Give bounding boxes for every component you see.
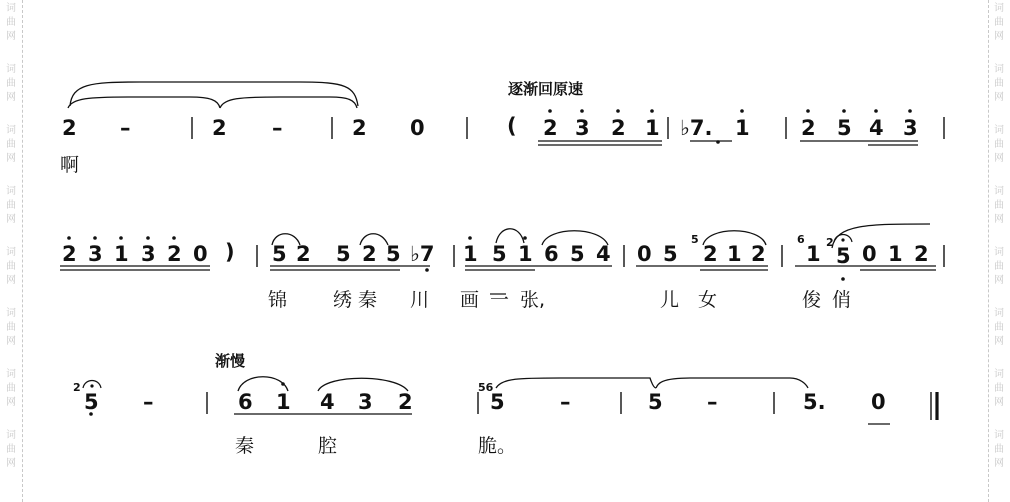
slur [238,377,288,391]
watermark-char: 曲 [6,78,16,89]
note: 1 [727,242,742,266]
note: 0 [871,390,886,414]
note: 2 [751,242,766,266]
watermark-char: 曲 [994,322,1004,333]
watermark-char: 词 [994,308,1004,319]
watermark-char: 网 [6,397,16,408]
note: 6 [238,390,253,414]
grace-note: 2 [73,381,81,394]
watermark-char: 网 [994,153,1004,164]
watermark-char: 词 [994,369,1004,380]
note: 1 [276,390,291,414]
lyric: 张, [520,289,546,311]
grace-note: 6 [797,233,805,246]
octave-dot [146,236,150,240]
octave-dot [172,236,176,240]
low-octave-dot [716,140,720,144]
note: 2 [914,242,929,266]
note: – [560,390,571,414]
octave-dot [908,109,912,113]
octave-dot [468,236,472,240]
note: 5 [492,242,507,266]
slur [496,378,656,388]
octave-dot [548,109,552,113]
note: 5 [836,244,851,268]
watermark-char: 词 [994,125,1004,136]
note: 1 [645,116,660,140]
octave-dot [67,236,71,240]
note: 2 [212,116,227,140]
note: – [143,390,154,414]
note: 2 [543,116,558,140]
watermark-char: 网 [6,214,16,225]
grace-note: 5 [691,233,699,246]
watermark-char: 词 [994,3,1004,14]
watermark-char: 曲 [6,444,16,455]
octave-dot [616,109,620,113]
watermark-char: 网 [994,336,1004,347]
octave-dot [842,109,846,113]
octave-dot [580,109,584,113]
note: 3 [575,116,590,140]
slur [70,82,358,106]
watermark-char: 曲 [994,444,1004,455]
watermark-char: 词 [6,125,16,136]
note: 2 [801,116,816,140]
note: 2 [62,116,77,140]
note: 5 [386,242,401,266]
note: 5 [490,390,505,414]
note: 3 [358,390,373,414]
note: – [707,390,718,414]
note: 1 [888,242,903,266]
lyric: 儿 [660,289,680,311]
note: 3 [88,242,103,266]
watermark-char: 曲 [994,139,1004,150]
note: 0 [862,242,877,266]
lyric: 锦 [268,289,288,311]
slur [68,97,220,108]
watermark-char: 词 [6,430,16,441]
slur [220,97,357,108]
watermark-char: 网 [6,153,16,164]
watermark-char: 网 [6,31,16,42]
note: 3 [141,242,156,266]
lyric: 脆。 [478,435,517,457]
note: ) [225,240,235,264]
note: 5 [272,242,287,266]
watermark-char: 词 [6,186,16,197]
octave-dot [874,109,878,113]
watermark-char: 曲 [6,383,16,394]
lyric: 女 [698,289,718,311]
note: 2 [611,116,626,140]
watermark-char: 曲 [6,261,16,272]
lyric: 绣 [333,289,353,311]
note: 2 [398,390,413,414]
watermark-char: 曲 [994,78,1004,89]
note: 0 [410,116,425,140]
slur [656,378,808,388]
watermark-char: 词 [994,247,1004,258]
note: 1 [518,242,533,266]
watermark-char: 网 [994,92,1004,103]
note: 1 [806,242,821,266]
tempo-mark-slowing: 渐慢 [215,352,246,370]
note: ( [507,114,517,138]
note: 5 [336,242,351,266]
watermark-char: 词 [6,3,16,14]
low-octave-dot [425,268,429,272]
lyric: 川 [410,289,430,311]
octave-dot [93,236,97,240]
octave-dot [119,236,123,240]
octave-dot [740,109,744,113]
note: 4 [320,390,335,414]
lyric: 画 [460,289,480,311]
watermark-char: 曲 [994,261,1004,272]
note: – [272,116,283,140]
note: 0 [193,242,208,266]
note: 1 [463,242,478,266]
lyric: 秦 [235,435,255,457]
note: 0 [637,242,652,266]
note: – [120,116,131,140]
octave-dot [806,109,810,113]
note: ♭7. [680,116,713,140]
lyric: 秦 [358,289,378,311]
note: 1 [735,116,750,140]
note: 2 [62,242,77,266]
note: 4 [869,116,884,140]
watermark-char: 词 [994,64,1004,75]
lyric: 俏 [832,289,852,311]
note: 5 [837,116,852,140]
fermata-dot [841,238,844,241]
watermark-char: 曲 [6,139,16,150]
watermark-char: 曲 [994,200,1004,211]
watermark-char: 词 [6,247,16,258]
note: 5 [570,242,585,266]
watermark-char: 网 [6,92,16,103]
watermark-char: 词 [6,64,16,75]
lyric: 啊 [60,154,80,176]
note: 2 [703,242,718,266]
lyric: 俊 [802,289,822,311]
watermark-char: 网 [6,275,16,286]
low-octave-dot [841,277,845,281]
watermark-char: 词 [994,430,1004,441]
watermark-char: 网 [994,397,1004,408]
note: 5 [663,242,678,266]
watermark-char: 曲 [6,17,16,28]
octave-dot [523,236,527,240]
note: 5. [803,390,826,414]
grace-note: 56 [478,381,494,394]
note: 5 [648,390,663,414]
fermata-dot [90,384,93,387]
note: 4 [596,242,611,266]
octave-dot [650,109,654,113]
note: 6 [544,242,559,266]
watermark-char: 网 [994,31,1004,42]
slur [496,229,524,243]
watermark-char: 曲 [6,322,16,333]
watermark-char: 网 [994,275,1004,286]
watermark-char: 曲 [994,383,1004,394]
watermark-char: 网 [6,336,16,347]
lyric: 腔 [318,435,338,457]
watermark-char: 网 [6,458,16,469]
watermark-char: 曲 [994,17,1004,28]
note: 5 [84,390,99,414]
watermark-char: 词 [6,308,16,319]
grace-note: 2 [826,236,834,249]
note: 3 [903,116,918,140]
note: 1 [114,242,129,266]
note: 2 [352,116,367,140]
watermark-char: 词 [6,369,16,380]
lyric: 一 [490,289,510,311]
note: 2 [167,242,182,266]
tempo-mark-return: 逐渐回原速 [508,80,584,98]
octave-dot [281,382,285,386]
watermark-char: 网 [994,458,1004,469]
watermark-char: 网 [994,214,1004,225]
note: ♭7 [410,242,435,266]
watermark-char: 曲 [6,200,16,211]
note: 2 [296,242,311,266]
note: 2 [362,242,377,266]
watermark-char: 词 [994,186,1004,197]
